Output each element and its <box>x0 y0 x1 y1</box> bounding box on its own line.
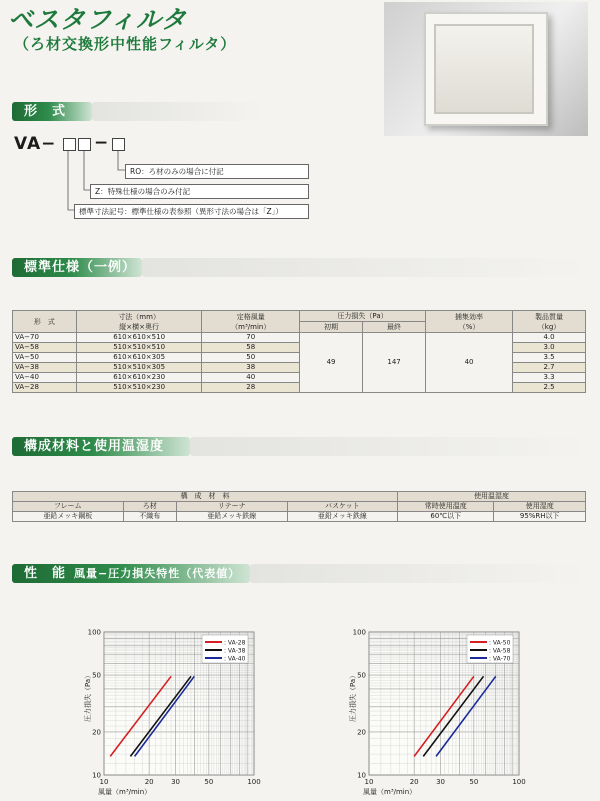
cell-flow: 40 <box>202 373 300 383</box>
table-row <box>13 333 586 343</box>
cell-flow: 50 <box>202 353 300 363</box>
y-tick-label: 100 <box>87 628 101 637</box>
hdr-eff-unit: （%） <box>458 322 480 331</box>
chart-left <box>80 622 280 801</box>
hdr-mass <box>513 311 586 333</box>
section-spec-label: 標準仕様（一例） <box>24 260 137 275</box>
hdr-flow-unit: （m³/min） <box>231 322 271 331</box>
hdr-model: 形 式 <box>13 311 77 333</box>
x-tick-label: 50 <box>469 778 479 786</box>
cell-mass: 4.0 <box>513 333 586 343</box>
y-tick-label: 10 <box>357 771 366 780</box>
cell-dims: 610×610×510 <box>76 333 202 343</box>
cell-retainer: 亜鉛メッキ鉄線 <box>176 512 287 522</box>
legend-label: : VA-58 <box>489 647 511 655</box>
y-tick-label: 20 <box>357 728 366 737</box>
x-tick-label: 30 <box>436 778 446 786</box>
section-material-label: 構成材料と使用温湿度 <box>24 439 165 454</box>
cell-model: VA−28 <box>13 383 77 393</box>
cell-model: VA−38 <box>13 363 77 373</box>
cell-mass: 2.5 <box>513 383 586 393</box>
cell-flow: 58 <box>202 343 300 353</box>
cell-model: VA−50 <box>13 353 77 363</box>
cell-dims: 510×510×510 <box>76 343 202 353</box>
hdr-dims <box>76 311 202 333</box>
section-perf-label: 性 能 <box>24 566 67 581</box>
legend-label: : VA-40 <box>224 655 246 663</box>
x-axis-label: 風量（m³/min） <box>98 788 152 796</box>
x-tick-label: 30 <box>171 778 181 786</box>
cell-initial: 49 <box>300 333 363 393</box>
hdr-basket: バスケット <box>287 502 398 512</box>
cell-flow: 70 <box>202 333 300 343</box>
legend-label: : VA-70 <box>489 655 511 663</box>
legend <box>202 635 248 663</box>
y-tick-label: 20 <box>92 728 101 737</box>
hdr-initial: 初期 <box>300 322 363 333</box>
legend <box>467 635 513 663</box>
x-axis-label: 風量（m³/min） <box>363 788 417 796</box>
y-tick-label: 50 <box>357 671 366 680</box>
cell-model: VA−58 <box>13 343 77 353</box>
section-perf <box>12 564 250 583</box>
section-form-label: 形 式 <box>24 104 67 119</box>
cell-dims: 610×610×230 <box>76 373 202 383</box>
section-perf-fade <box>250 564 588 583</box>
hdr-flow-label: 定格風量 <box>236 312 265 321</box>
hdr-media: ろ材 <box>123 502 176 512</box>
x-tick-label: 10 <box>99 778 109 786</box>
cell-dims: 510×510×305 <box>76 363 202 373</box>
cell-mass: 3.0 <box>513 343 586 353</box>
section-material-fade <box>190 437 588 456</box>
x-tick-label: 10 <box>364 778 374 786</box>
cell-humidity: 95%RH以下 <box>494 512 586 522</box>
cell-efficiency: 40 <box>426 333 513 393</box>
hdr-final: 最終 <box>363 322 426 333</box>
legend-label: : VA-38 <box>224 647 246 655</box>
hdr-mass-label: 製品質量 <box>535 312 564 321</box>
chart-left-svg <box>80 622 280 797</box>
model-dash: − <box>94 133 109 153</box>
y-tick-label: 10 <box>92 771 101 780</box>
page-subtitle: （ろ材交換形中性能フィルタ） <box>14 35 237 53</box>
hdr-mass-unit: （kg） <box>537 322 561 331</box>
cell-mass: 3.3 <box>513 373 586 383</box>
hdr-env: 使用温湿度 <box>398 492 586 502</box>
hdr-temp: 常時使用温度 <box>398 502 494 512</box>
hdr-eff-label: 捕集効率 <box>455 312 484 321</box>
cell-flow: 38 <box>202 363 300 373</box>
hdr-humidity: 使用湿度 <box>494 502 586 512</box>
hdr-dims-sub: 縦×横×奥行 <box>119 322 159 331</box>
cell-model: VA−70 <box>13 333 77 343</box>
cell-mass: 3.5 <box>513 353 586 363</box>
cell-dims: 610×610×305 <box>76 353 202 363</box>
x-tick-label: 100 <box>512 778 526 786</box>
section-perf-sub: 風量−圧力損失特性（代表値） <box>74 567 241 580</box>
cell-model: VA−40 <box>13 373 77 383</box>
x-tick-label: 100 <box>247 778 261 786</box>
hdr-eff <box>426 311 513 333</box>
hdr-flow <box>202 311 300 333</box>
y-tick-label: 50 <box>92 671 101 680</box>
x-tick-label: 50 <box>204 778 214 786</box>
hdr-materials: 構 成 材 料 <box>13 492 398 502</box>
table-row <box>13 512 586 522</box>
note-size: 標準寸法記号：標準仕様の表参照（異形寸法の場合は「Z」） <box>74 204 309 219</box>
material-table <box>12 491 586 522</box>
model-prefix: VA− <box>14 134 57 154</box>
spec-table <box>12 310 586 393</box>
page-title: ベスタフィルタ <box>8 5 188 34</box>
cell-flow: 28 <box>202 383 300 393</box>
chart-right-svg <box>345 622 545 797</box>
y-tick-label: 100 <box>352 628 366 637</box>
hdr-dims-label: 寸法（mm） <box>118 312 160 321</box>
legend-label: : VA-28 <box>224 639 246 647</box>
hdr-frame: フレーム <box>13 502 124 512</box>
cell-basket: 亜鉛メッキ鉄線 <box>287 512 398 522</box>
legend-label: : VA-50 <box>489 639 511 647</box>
x-tick-label: 20 <box>144 778 154 786</box>
x-tick-label: 20 <box>409 778 419 786</box>
y-axis-label: 圧力損失（Pa） <box>349 671 357 722</box>
cell-final: 147 <box>363 333 426 393</box>
cell-dims: 510×510×230 <box>76 383 202 393</box>
note-ro: RO：ろ材のみの場合に付記 <box>125 164 309 179</box>
chart-right <box>345 622 545 801</box>
cell-mass: 2.7 <box>513 363 586 373</box>
cell-media: 不織布 <box>123 512 176 522</box>
section-spec <box>12 258 142 277</box>
section-spec-fade <box>142 258 588 277</box>
hdr-retainer: リテーナ <box>176 502 287 512</box>
y-axis-label: 圧力損失（Pa） <box>84 671 92 722</box>
cell-frame: 亜鉛メッキ鋼板 <box>13 512 124 522</box>
hdr-pressure: 圧力損失（Pa） <box>300 311 426 322</box>
cell-temp: 60℃以下 <box>398 512 494 522</box>
section-material <box>12 437 190 456</box>
note-z: Z：特殊仕様の場合のみ付記 <box>90 184 309 199</box>
